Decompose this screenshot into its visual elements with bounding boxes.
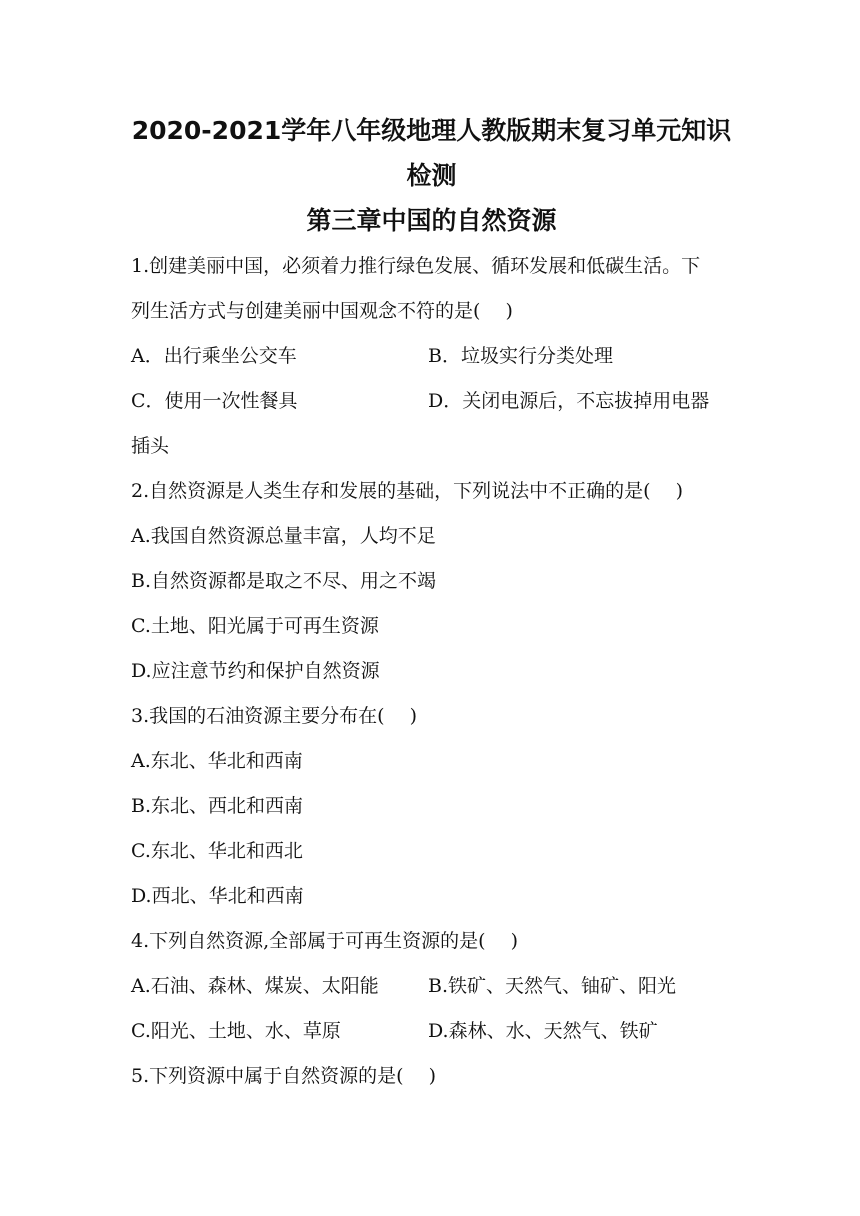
question-4-option-c: C.阳光、土地、水、草原 xyxy=(131,1020,341,1042)
question-3-option-b: B.东北、西北和西南 xyxy=(131,795,304,817)
question-2-option-a: A.我国自然资源总量丰富，人均不足 xyxy=(131,525,436,547)
question-4-option-a: A.石油、森林、煤炭、太阳能 xyxy=(131,975,379,997)
document-title-continued: 检测 xyxy=(406,161,457,190)
question-1-option-a: A．出行乘坐公交车 xyxy=(131,345,297,367)
question-3-stem: 3.我国的石油资源主要分布在( ) xyxy=(131,705,417,727)
document-title: 2020-2021学年八年级地理人教版期末复习单元知识 xyxy=(131,116,732,145)
question-1-stem-line-1: 1.创建美丽中国，必须着力推行绿色发展、循环发展和低碳生活。下 xyxy=(131,255,701,277)
question-3-option-d: D.西北、华北和西南 xyxy=(131,885,304,907)
question-2-stem: 2.自然资源是人类生存和发展的基础，下列说法中不正确的是( ) xyxy=(131,480,683,502)
question-1-stem-line-2: 列生活方式与创建美丽中国观念不符的是( ) xyxy=(131,300,513,322)
question-1-option-b: B．垃圾实行分类处理 xyxy=(428,345,613,367)
question-1-options-row-1 xyxy=(131,334,732,379)
question-4-options-row-2 xyxy=(131,1009,732,1054)
question-1-option-d-continued: 插头 xyxy=(131,435,170,457)
question-3-option-c: C.东北、华北和西北 xyxy=(131,840,303,862)
question-2-option-c: C.土地、阳光属于可再生资源 xyxy=(131,615,379,637)
question-5-stem: 5.下列资源中属于自然资源的是( ) xyxy=(131,1065,436,1087)
question-4-option-b: B.铁矿、天然气、铀矿、阳光 xyxy=(428,975,677,997)
question-1-option-d: D．关闭电源后，不忘拔掉用电器 xyxy=(428,390,710,412)
question-2-option-d: D.应注意节约和保护自然资源 xyxy=(131,660,380,682)
question-4-options-row-1 xyxy=(131,964,732,1009)
question-1-option-c: C．使用一次性餐具 xyxy=(131,390,298,412)
question-3-option-a: A.东北、华北和西南 xyxy=(131,750,303,772)
question-4-option-d: D.森林、水、天然气、铁矿 xyxy=(428,1020,658,1042)
chapter-title: 第三章中国的自然资源 xyxy=(306,206,557,235)
question-4-stem: 4.下列自然资源,全部属于可再生资源的是( ) xyxy=(131,930,519,952)
question-1-options-row-2 xyxy=(131,379,732,424)
question-2-option-b: B.自然资源都是取之不尽、用之不竭 xyxy=(131,570,437,592)
